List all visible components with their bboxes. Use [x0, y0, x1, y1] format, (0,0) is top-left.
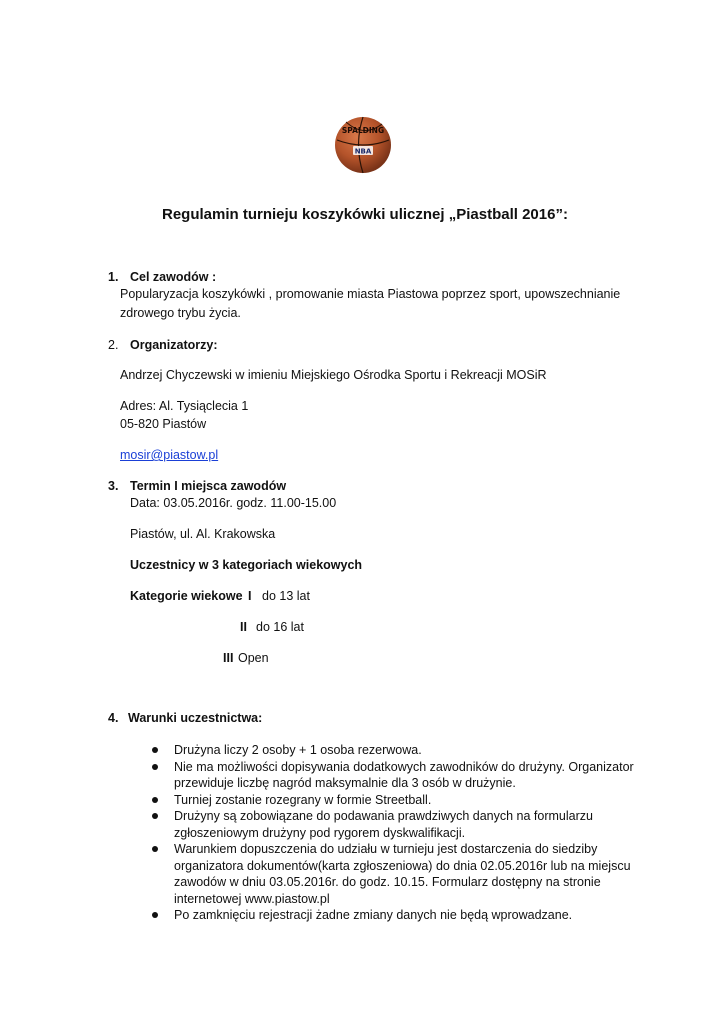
event-date: Data: 03.05.2016r. godz. 11.00-15.00 [130, 496, 337, 510]
category-1-text: do 13 lat [262, 589, 310, 603]
section-1-heading: Cel zawodów : [130, 270, 217, 284]
organizer-text: Andrzej Chyczewski w imieniu Miejskiego Ośrodka Sportu i Rekreacji MOSiR [120, 368, 547, 382]
category-3-number: III [223, 651, 234, 665]
category-2-text: do 16 lat [256, 620, 304, 634]
section-1-text-line1: Popularyzacja koszykówki , promowanie miasta Piastowa poprzez sport, upowszechnianie [120, 287, 621, 301]
section-4-number: 4. [108, 711, 119, 725]
category-3-text: Open [238, 651, 269, 665]
participants-text: Uczestnicy w 3 kategoriach wiekowych [130, 558, 363, 572]
list-item: Warunkiem dopuszczenia do udziału w turnieju jest dostarczenia do siedziby organizatora dokumentów(karta zgłoszeniowa) do dnia 02.05.2016r lub na miejscu zawodów w dniu 03.05.2016r. do godz. 10.15. Formularz dostępny na stronie internetowej www.piastow.pl [150, 841, 640, 907]
bullet-icon [152, 797, 158, 803]
bullet-icon [152, 764, 158, 770]
logo-sub-text: NBA [354, 147, 372, 156]
address-line2: 05-820 Piastów [120, 417, 207, 431]
category-2-number: II [240, 620, 247, 634]
conditions-list [150, 742, 640, 924]
list-item: Nie ma możliwości dopisywania dodatkowych zawodników do drużyny. Organizator przewiduje liczbę nagród maksymalnie dla 3 osób w drużynie. [150, 759, 640, 792]
document-title: Regulamin turnieju koszykówki ulicznej „Piastball 2016”: [162, 206, 568, 223]
section-3-heading: Termin I miejsca zawodów [130, 479, 287, 493]
bullet-icon [152, 813, 158, 819]
address-line1: Adres: Al. Tysiąclecia 1 [120, 399, 249, 413]
list-item: Drużyny są zobowiązane do podawania prawdziwych danych na formularzu zgłoszeniowym drużyny pod rygorem dyskwalifikacji. [150, 808, 640, 841]
email-link[interactable]: mosir@piastow.pl [120, 448, 219, 462]
basketball-logo [334, 116, 392, 174]
section-1-number: 1. [108, 270, 119, 284]
bullet-icon [152, 747, 158, 753]
section-2-number: 2. [108, 338, 119, 352]
list-item: Po zamknięciu rejestracji żadne zmiany danych nie będą wprowadzane. [150, 907, 640, 924]
categories-label: Kategorie wiekowe [130, 589, 243, 603]
section-1-text-line2: zdrowego trybu życia. [120, 306, 241, 320]
list-item: Drużyna liczy 2 osoby + 1 osoba rezerwowa. [150, 742, 640, 759]
list-item: Turniej zostanie rozegrany w formie Streetball. [150, 792, 640, 809]
section-2-heading: Organizatorzy: [130, 338, 218, 352]
category-1-number: I [248, 589, 252, 603]
event-place: Piastów, ul. Al. Krakowska [130, 527, 276, 541]
section-3-number: 3. [108, 479, 119, 493]
logo-brand-text: SPALDING [341, 126, 385, 135]
section-4-heading: Warunki uczestnictwa: [128, 711, 263, 725]
bullet-icon [152, 846, 158, 852]
bullet-icon [152, 912, 158, 918]
